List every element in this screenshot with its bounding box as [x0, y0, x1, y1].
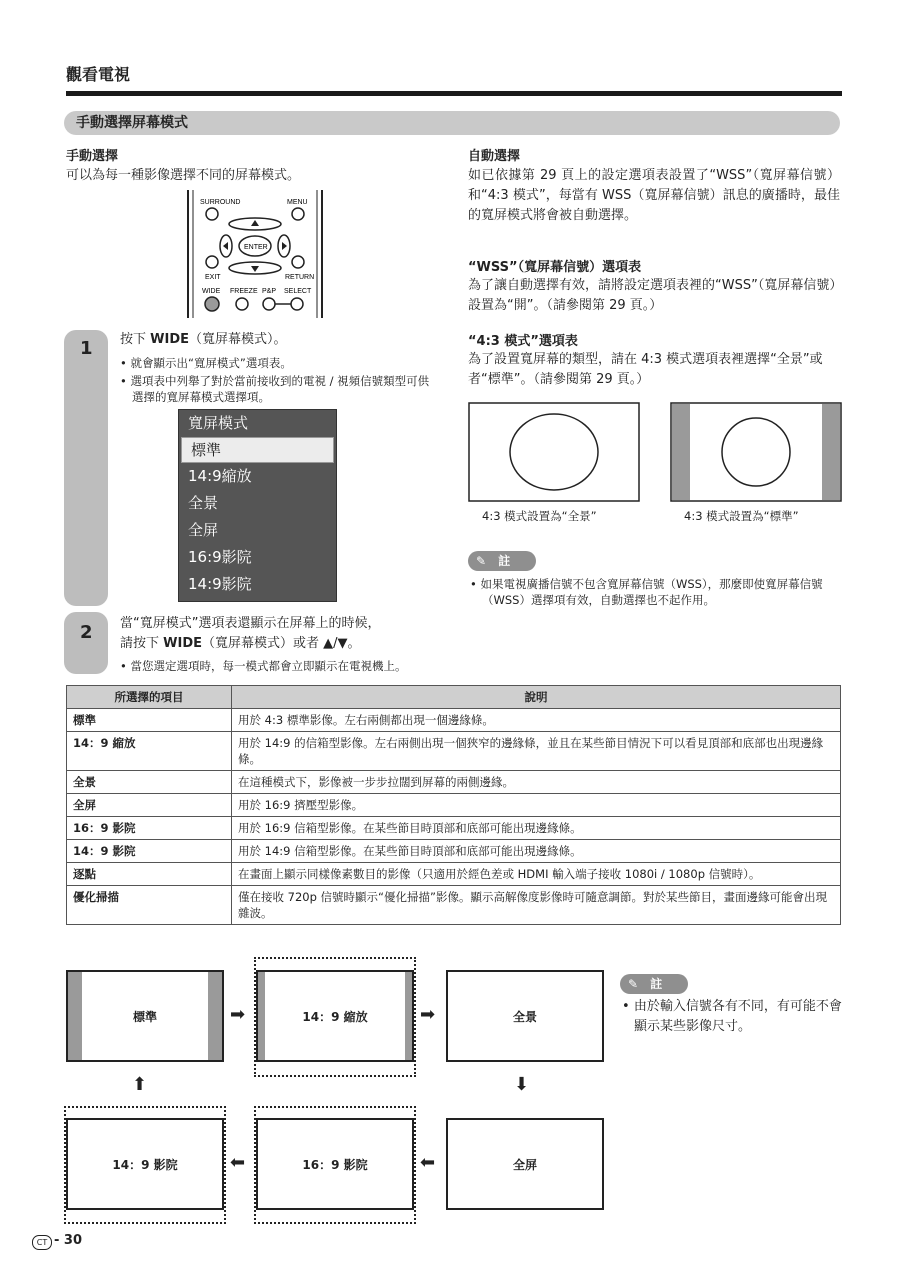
freeze-button[interactable] [236, 298, 248, 310]
row-desc: 用於 16:9 擠壓型影像。 [232, 794, 841, 817]
menu-title: 寬屏模式 [188, 414, 249, 432]
table-row [67, 886, 841, 925]
mode-box-zoom [256, 970, 414, 1062]
menu-item[interactable]: 全景 [188, 494, 219, 512]
row-item: 14：9 影院 [67, 840, 232, 863]
table-row [67, 863, 841, 886]
menu-button[interactable] [292, 208, 304, 220]
row-desc: 在畫面上顯示同樣像素數目的影像（只適用於經色差或 HDMI 輸入端子接收 1080i / 1080p 信號時）。 [232, 863, 841, 886]
row-desc: 僅在接收 720p 信號時顯示“優化掃描”影像。顯示高解像度影像時可隨意調節。對於某些節目，畫面邊緣可能會出現雜波。 [232, 886, 841, 925]
freeze-label: FREEZE [230, 288, 258, 295]
page-number: - 30 [54, 1233, 83, 1248]
row-item: 16：9 影院 [67, 817, 232, 840]
mode-box-label: 全屏 [512, 1158, 537, 1172]
wss-desc: 為了讓自動選擇有效，請將設定選項表裡的“WSS”（寬屏幕信號）設置為“開”。（請參閱第 29 頁。） [468, 278, 836, 313]
caption-normal: 4:3 模式設置為“標準” [684, 509, 799, 523]
manual-desc: 可以為每一種影像選擇不同的屏幕模式。 [66, 168, 301, 183]
row-desc: 用於 14:9 信箱型影像。在某些節目時頂部和底部可能出現邊緣條。 [232, 840, 841, 863]
pencil-icon: ✎ [628, 977, 639, 991]
step2-number: 2 [80, 622, 93, 643]
step1-number: 1 [80, 338, 93, 359]
pp-button[interactable] [263, 298, 275, 310]
step1-text: 按下 WIDE（寬屏幕模式）。 [120, 332, 287, 347]
step2-line2: 請按下 WIDE（寬屏幕模式）或者 ▲/▼。 [120, 636, 361, 651]
mode43-desc: 為了設置寬屏幕的類型，請在 4:3 模式選項表裡選擇“全景”或者“標準”。（請參閱第 29 頁。） [468, 352, 823, 387]
arrow-down-icon: ⬇ [514, 1074, 530, 1095]
menu-item[interactable]: 全屏 [188, 521, 219, 539]
return-button[interactable] [292, 256, 304, 268]
table-row [67, 840, 841, 863]
manual-title: 手動選擇 [66, 149, 119, 164]
menu-item[interactable]: 14:9縮放 [188, 467, 252, 485]
surround-button[interactable] [206, 208, 218, 220]
pencil-icon: ✎ [476, 554, 487, 568]
row-item: 標準 [67, 709, 232, 732]
row-item: 逐點 [67, 863, 232, 886]
pp-label: P&P [262, 288, 277, 295]
mode43-title: “4:3 模式”選項表 [468, 334, 578, 349]
remote-control-illustration [186, 190, 326, 318]
page-header: 觀看電視 [66, 65, 131, 84]
auto-desc: 如已依據第 29 頁上的設定選項表設置了“WSS”（寬屏幕信號）和“4:3 模式”，每當有 WSS（寬屏幕信號）訊息的廣播時，最佳的寬屏模式將會被自動選擇。 [468, 168, 840, 223]
wide-button[interactable] [205, 297, 219, 311]
arrow-right-icon: ➡ [420, 1004, 436, 1025]
mode-box-label: 16：9 影院 [302, 1158, 368, 1172]
mode-box-cinema-16-9 [256, 1118, 414, 1210]
surround-label: SURROUND [200, 199, 241, 206]
exit-label: EXIT [205, 274, 221, 281]
header-rule [66, 91, 842, 96]
step1-bar [64, 330, 108, 606]
table-row [67, 709, 841, 732]
row-desc: 用於 16:9 信箱型影像。在某些節目時頂部和底部可能出現邊緣條。 [232, 817, 841, 840]
normal-illustration [670, 402, 842, 502]
mode-box-label: 全景 [512, 1010, 537, 1024]
mode-box-label: 標準 [132, 1010, 157, 1024]
select-button[interactable] [291, 298, 303, 310]
step1-bullet-1: • 就會顯示出“寬屏模式”選項表。 [120, 356, 292, 370]
table-header-item: 所選擇的項目 [67, 686, 232, 709]
table-header-row [67, 686, 841, 709]
row-item: 優化掃描 [67, 886, 232, 925]
row-item: 14：9 縮放 [67, 732, 232, 771]
select-label: SELECT [284, 288, 312, 295]
mode-box-cinema-14-9 [66, 1118, 224, 1210]
page-label-badge: CT [32, 1235, 52, 1250]
step1-bullet-2: • 選項表中列舉了對於當前接收到的電視 / 視頻信號類型可供選擇的寬屏幕模式選擇項。 [120, 374, 430, 404]
menu-item-selected[interactable]: 標準 [181, 437, 334, 463]
mode-box-label: 14：9 縮放 [302, 1010, 368, 1024]
mode-table [66, 685, 841, 925]
row-desc: 用於 4:3 標準影像。左右兩側都出現一個邊緣條。 [232, 709, 841, 732]
row-item: 全屏 [67, 794, 232, 817]
mode-box-normal [66, 970, 224, 1062]
wide-mode-menu [178, 409, 337, 602]
arrow-up-icon: ⬆ [132, 1074, 148, 1095]
note-label: 註 [650, 977, 663, 991]
return-label: RETURN [285, 274, 315, 281]
exit-button[interactable] [206, 256, 218, 268]
mode-box-full [446, 1118, 604, 1210]
arrow-right-icon: ➡ [230, 1004, 246, 1025]
step2-line1: 當“寬屏模式”選項表還顯示在屏幕上的時候， [120, 616, 381, 631]
row-item: 全景 [67, 771, 232, 794]
table-row [67, 732, 841, 771]
table-row [67, 794, 841, 817]
mode-box-panorama [446, 970, 604, 1062]
step2-bullet: • 當您選定選項時，每一模式都會立即顯示在電視機上。 [120, 659, 407, 673]
note-label: 註 [498, 554, 511, 568]
arrow-left-icon: ⬅ [420, 1152, 436, 1173]
menu-item[interactable]: 16:9影院 [188, 548, 252, 566]
table-row [67, 817, 841, 840]
row-desc: 在這種模式下，影像被一步步拉闊到屏幕的兩側邊緣。 [232, 771, 841, 794]
mode-box-label: 14：9 影院 [112, 1158, 178, 1172]
wss-title: “WSS”（寬屏幕信號）選項表 [468, 260, 642, 275]
row-desc: 用於 14:9 的信箱型影像。左右兩側出現一個狹窄的邊緣條，並且在某些節目情況下可以看見頂部和底部也出現邊緣條。 [232, 732, 841, 771]
note-badge [468, 551, 536, 571]
table-row [67, 771, 841, 794]
menu-label: MENU [287, 199, 308, 206]
diagram-note-text: • 由於輸入信號各有不同，有可能不會顯示某些影像尺寸。 [622, 999, 842, 1034]
wide-label: WIDE [202, 288, 221, 295]
auto-title: 自動選擇 [468, 149, 521, 164]
table-header-desc: 說明 [232, 686, 841, 709]
note-badge [620, 974, 688, 994]
note-text: • 如果電視廣播信號不包含寬屏幕信號（WSS），那麼即使寬屏幕信號（WSS）選擇項有效，自動選擇也不起作用。 [470, 577, 823, 607]
panorama-illustration [468, 402, 640, 502]
caption-panorama: 4:3 模式設置為“全景” [482, 509, 597, 523]
arrow-left-icon: ⬅ [230, 1152, 246, 1173]
enter-label: ENTER [244, 244, 268, 251]
menu-item[interactable]: 14:9影院 [188, 575, 252, 593]
section-title: 手動選擇屏幕模式 [64, 111, 840, 135]
